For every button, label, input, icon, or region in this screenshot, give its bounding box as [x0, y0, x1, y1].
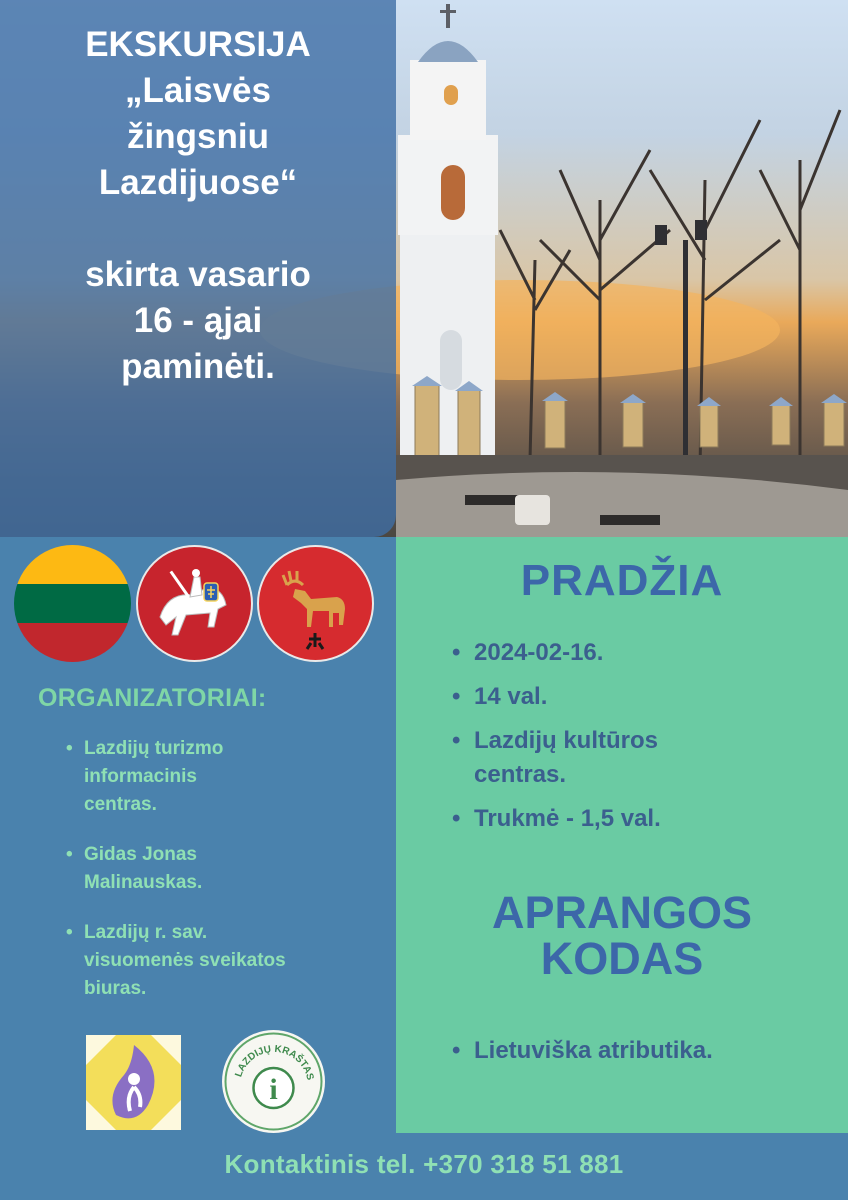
lithuania-flag-icon	[14, 545, 131, 662]
organizer-3-line-3: biuras.	[84, 978, 147, 999]
organizer-1-line-2: informacinis	[84, 766, 197, 787]
list-item	[452, 680, 832, 714]
title-line-3: žingsniu	[127, 117, 269, 156]
start-heading: PRADŽIA	[520, 556, 724, 605]
title-line-2: „Laisvės	[125, 71, 271, 110]
organizers-list	[66, 735, 376, 1025]
start-location-line-2: centras.	[474, 761, 567, 788]
start-details-list	[452, 636, 832, 846]
start-date: 2024-02-16.	[474, 639, 604, 666]
title-line-1: EKSKURSIJA	[85, 25, 311, 64]
start-time: 14 val.	[474, 683, 548, 710]
list-item	[452, 636, 832, 670]
organizer-3-line-1: Lazdijų r. sav.	[84, 922, 208, 943]
subtitle-line-1: skirta vasario	[85, 255, 311, 294]
list-item	[66, 841, 376, 897]
tourism-info-center-logo-icon	[222, 1030, 325, 1133]
dress-code-item: Lietuviška atributika.	[474, 1037, 713, 1064]
vytis-coat-of-arms-icon	[136, 545, 253, 662]
organizer-3-line-2: visuomenės sveikatos	[84, 950, 286, 971]
subtitle-line-2: 16 - ąjai	[133, 301, 263, 340]
dress-code-heading-line-2: KODAS	[540, 933, 704, 984]
list-item	[452, 1034, 832, 1068]
contact-phone: Kontaktinis tel. +370 318 51 881	[224, 1149, 624, 1179]
organizer-1-line-3: centras.	[84, 794, 157, 815]
duration: Trukmė - 1,5 val.	[474, 805, 661, 832]
start-location-line-1: Lazdijų kultūros	[474, 727, 659, 754]
logo-info-letter: i	[269, 1073, 278, 1106]
contact-footer	[0, 1133, 848, 1200]
organizer-2-line-1: Gidas Jonas	[84, 844, 197, 865]
list-item	[452, 802, 832, 836]
subtitle-line-3: paminėti.	[121, 347, 275, 386]
organizers-heading: ORGANIZATORIAI:	[38, 684, 267, 712]
title-line-4: Lazdijuose“	[98, 163, 298, 202]
dress-code-heading	[396, 887, 848, 984]
list-item	[66, 919, 376, 1003]
logo-arc-text: LAZDIJŲ KRAŠTAS	[233, 1043, 316, 1082]
dress-code-heading-line-1: APRANGOS	[491, 887, 753, 938]
poster-title-block	[0, 22, 396, 390]
church-photo	[0, 0, 848, 537]
organizer-2-line-2: Malinauskas.	[84, 872, 203, 893]
health-bureau-logo-icon	[86, 1035, 181, 1130]
lazdijai-moose-coat-of-arms-icon	[257, 545, 374, 662]
organizer-1-line-1: Lazdijų turizmo	[84, 738, 224, 759]
dress-code-list	[452, 1034, 832, 1068]
title-spacer	[0, 206, 396, 252]
list-item	[452, 724, 832, 792]
list-item	[66, 735, 376, 819]
